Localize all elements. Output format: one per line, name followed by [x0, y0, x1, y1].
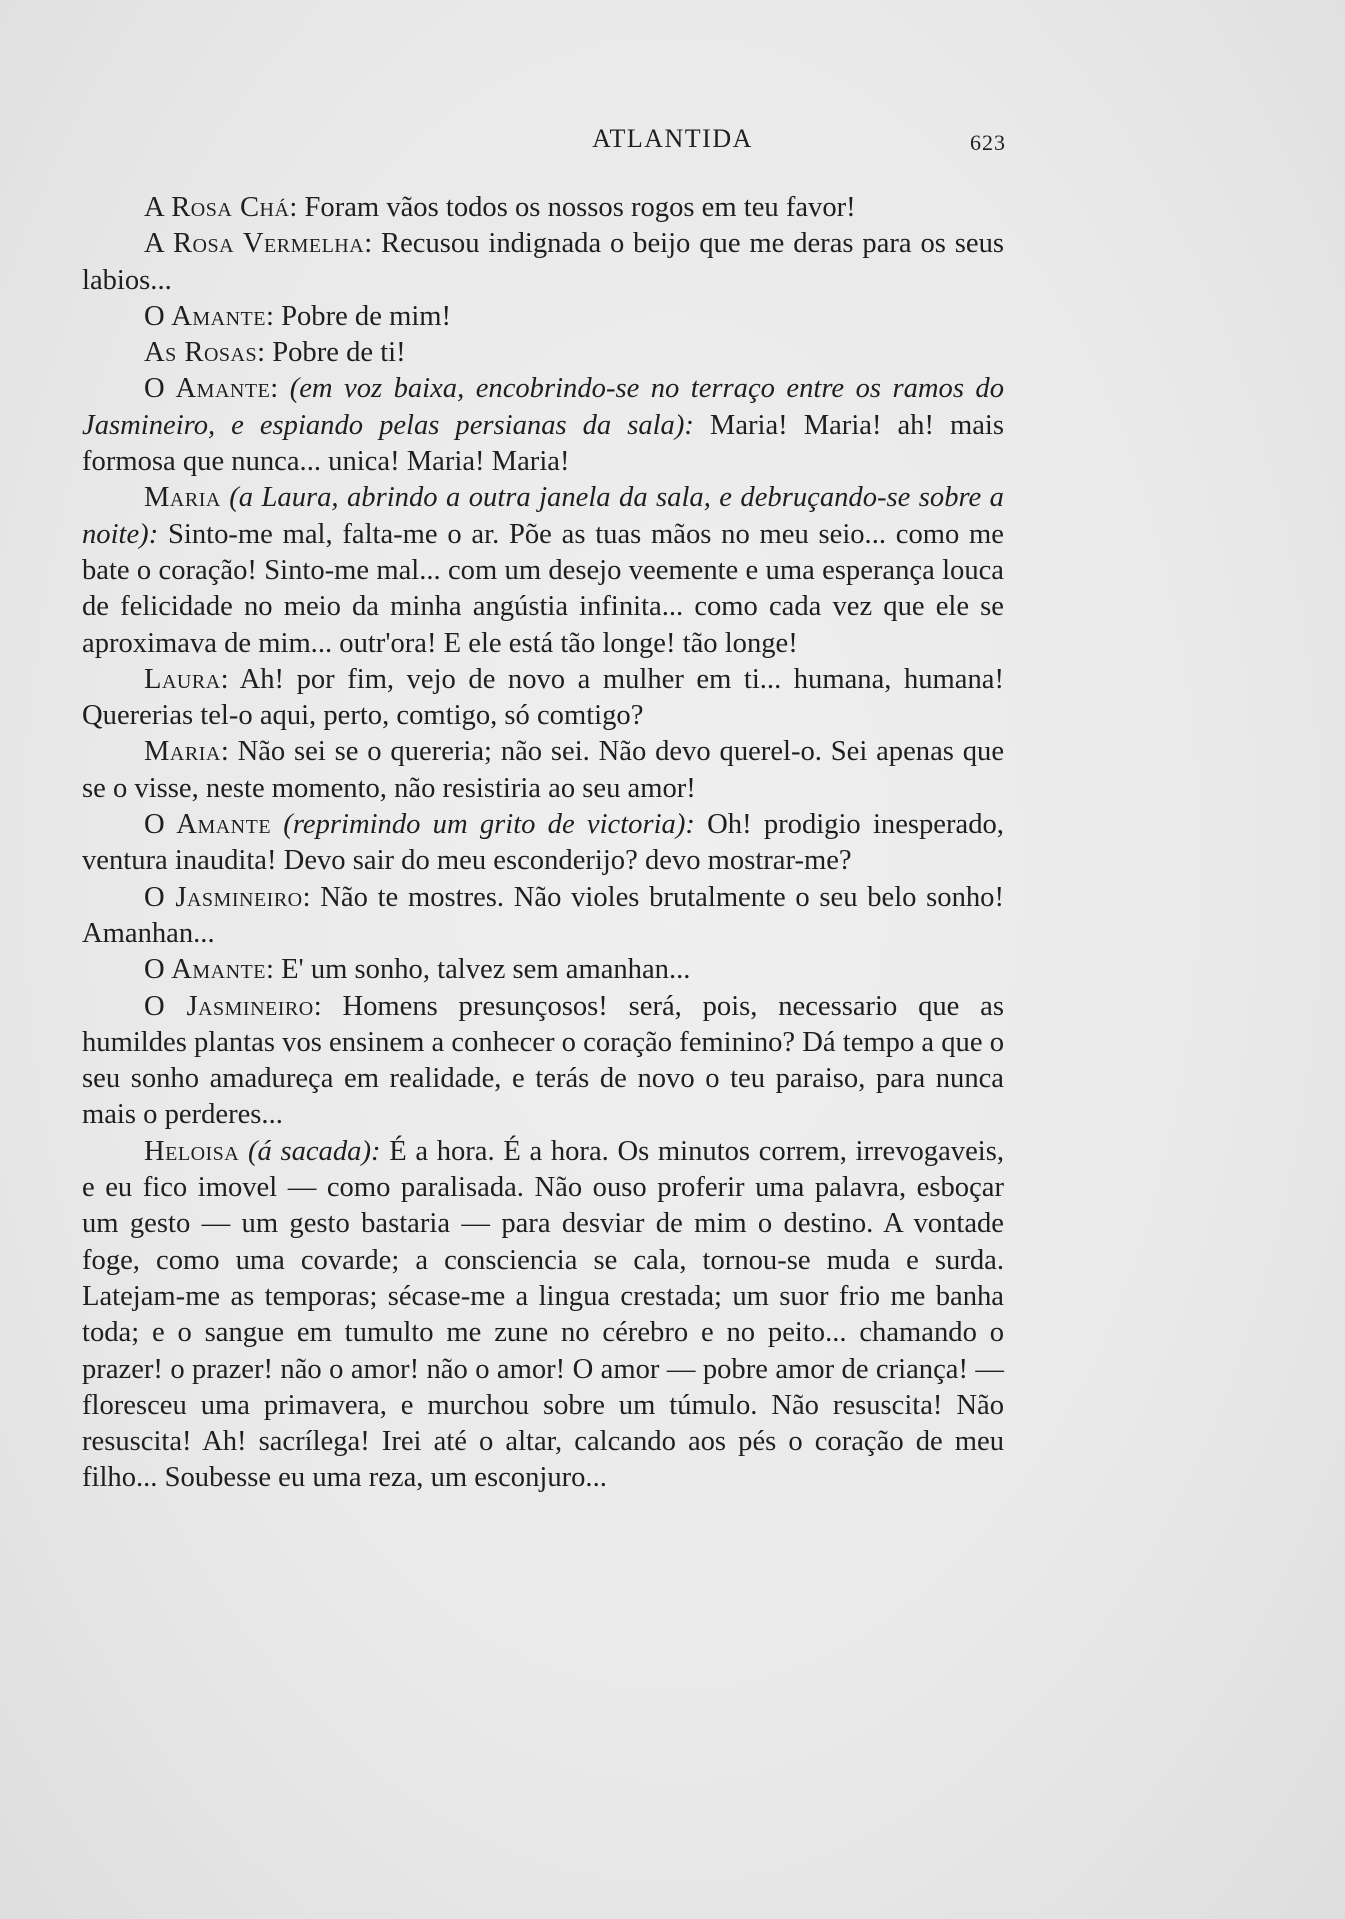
speaker-name: As Rosas: [144, 337, 258, 369]
speaker-name: Heloisa: [144, 1135, 240, 1167]
speech-text: Pobre de mim!: [281, 300, 452, 332]
running-title: ATLANTIDA: [592, 124, 753, 153]
speech-text: É a hora. É a hora. Os minutos correm, irrevogaveis, e eu fico imovel — como paralisada. Não ouso proferir uma palavra, esboçar um gesto — um gesto bastaria — para desviar de mim o destino. A vontade foge, como uma covarde; a consciencia se cala, tornou-se muda e surda. Latejam-me as temporas; sécase-me a lingua crestada; um suor frio me banha toda; e o sangue em tumulto me zune no cérebro e no peito... chamando o prazer! o prazer! não o amor! não o amor! O amor — pobre amor de criança! — floresceu uma primavera, e murchou sobre um túmulo. Não resuscita! Não resuscita! Ah! sacrílega! Irei até o altar, calcando aos pés o coração de meu filho... Soubesse eu uma reza, um esconjuro...: [82, 1135, 1004, 1494]
paragraph: [82, 335, 1004, 371]
speaker-name: Maria: [144, 736, 221, 768]
speaker-separator: :: [265, 954, 282, 986]
speaker-name: O Jasmineiro: [144, 881, 303, 913]
speech-text: Não te mostres. Não violes brutalmente o seu belo sonho! Amanhan...: [82, 881, 1005, 949]
speaker-separator: :: [220, 736, 238, 768]
stage-direction: (reprimindo um grito de victoria):: [283, 809, 695, 841]
speech-text: Oh! prodigio inesperado, ventura inaudita! Devo sair do meu esconderijo? devo mostrar-me?: [82, 809, 1004, 877]
text-block: [82, 190, 1004, 1497]
speaker-separator: :: [289, 192, 305, 223]
paragraph: [82, 480, 1004, 661]
paragraph: [82, 371, 1004, 480]
speaker-name: A Rosa Chá: [144, 192, 290, 223]
speaker-name: O Jasmineiro: [144, 990, 314, 1022]
speaker-separator: :: [270, 373, 290, 405]
speaker-separator: :: [265, 300, 282, 332]
stage-direction: (em voz baixa, encobrindo-se no terraço entre os ramos do Jasmineiro, e espiando pelas persianas da sala):: [82, 373, 1004, 441]
paragraph: [82, 1134, 1004, 1497]
paragraph: [82, 226, 1004, 299]
speech-text: Não sei se o quereria; não sei. Não devo querel-o. Sei apenas que se o visse, neste momento, não resistiria ao seu amor!: [82, 736, 1005, 804]
paragraph: [82, 880, 1004, 953]
speech-text: Sinto-me mal, falta-me o ar. Põe as tuas mãos no meu seio... como me bate o coração! Sinto-me mal... com um desejo veemente e uma esperança louca de felicidade no meio da minha angústia infinita... como cada vez que ele se aproximava de mim... outr'ora! E ele está tão longe! tão longe!: [82, 518, 1004, 659]
speech-text: Homens presunçosos! será, pois, necessario que as humildes plantas vos ensinem a conhecer o coração feminino? Dá tempo a que o seu sonho amadureça em realidade, e terás de novo o teu paraiso, para nunca mais o perderes...: [82, 990, 1004, 1131]
speech-text: Pobre de ti!: [272, 337, 406, 369]
speaker-name: Laura: [144, 663, 221, 695]
speech-text: Ah! por fim, vejo de novo a mulher em ti... humana, humana! Quererias tel-o aqui, perto, comtigo, só comtigo?: [82, 663, 1005, 732]
speaker-name: A Rosa Vermelha: [144, 228, 365, 260]
paragraph: [82, 807, 1004, 880]
speaker-separator: [239, 1136, 248, 1167]
paragraph: [82, 734, 1004, 807]
speech-text: Foram vãos todos os nossos rogos em teu favor!: [304, 192, 856, 223]
running-head: [0, 118, 1345, 158]
speaker-name: O Amante: [144, 809, 272, 841]
speaker-name: O Amante: [144, 954, 266, 986]
paragraph: [82, 662, 1004, 735]
speaker-separator: :: [364, 228, 382, 260]
speaker-separator: [221, 482, 229, 513]
stage-direction: (a Laura, abrindo a outra janela da sala, e debruçando-se sobre a noite):: [82, 482, 1004, 550]
paragraph: [82, 989, 1004, 1134]
speaker-separator: :: [257, 337, 273, 369]
paragraph: [82, 190, 1004, 226]
speech-text: Maria! Maria! ah! mais formosa que nunca... unica! Maria! Maria!: [82, 409, 1004, 478]
paragraph: [82, 299, 1004, 335]
speaker-separator: :: [313, 990, 343, 1022]
speaker-name: O Amante: [144, 373, 271, 405]
speaker-separator: :: [220, 663, 240, 695]
speaker-separator: [271, 809, 283, 840]
speech-text: E' um sonho, talvez sem amanhan...: [281, 954, 691, 986]
speaker-name: Maria: [144, 482, 221, 514]
speaker-separator: :: [302, 881, 321, 913]
paragraph: [82, 952, 1004, 988]
speaker-name: O Amante: [144, 300, 266, 332]
stage-direction: (á sacada):: [247, 1135, 381, 1167]
page-number: 623: [970, 130, 1006, 155]
speech-text: Recusou indignada o beijo que me deras para os seus labios...: [82, 228, 1005, 296]
